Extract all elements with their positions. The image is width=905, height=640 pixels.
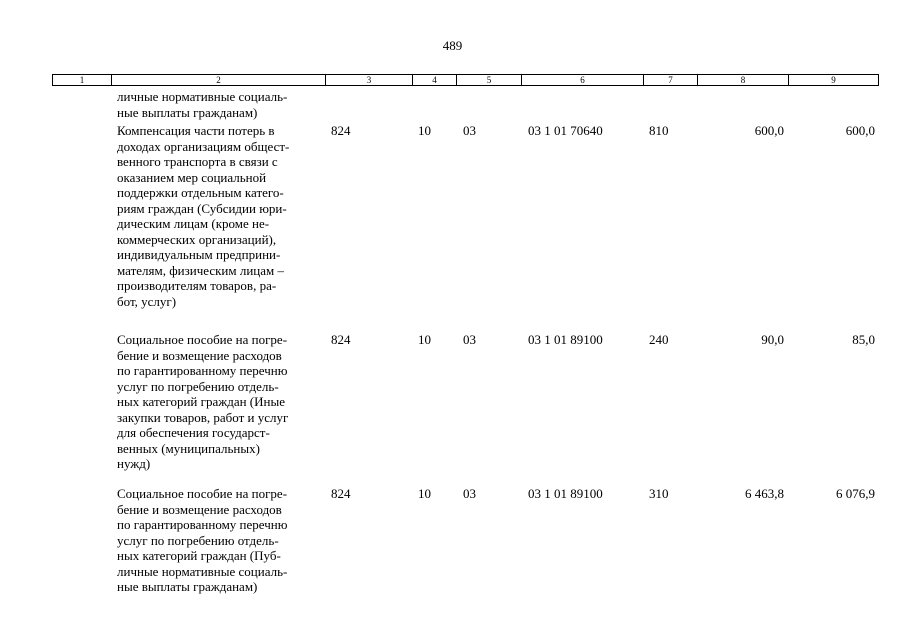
- section-code: 10: [418, 332, 431, 347]
- header-col-2: 2: [112, 75, 326, 85]
- description-line: бение и возмещение расходов: [117, 501, 282, 517]
- description-line: закупки товаров, работ и услуг: [117, 409, 289, 425]
- subsection-code: 03: [463, 123, 476, 138]
- target-article-code: 03 1 01 89100: [528, 486, 603, 501]
- subsection-code: 03: [463, 486, 476, 501]
- header-col-3: 3: [326, 75, 413, 85]
- expense-type-code: 310: [649, 486, 669, 501]
- amount-col-9: 6 076,9: [836, 486, 875, 501]
- amount-col-8: 600,0: [754, 123, 784, 138]
- description-line: личные нормативные социаль-: [117, 89, 288, 104]
- continuation-description: [117, 89, 332, 120]
- ministry-code: 824: [331, 486, 351, 501]
- description-line: доходах организациям общест-: [117, 138, 290, 154]
- row-description: [117, 123, 332, 309]
- description-line: поддержки отдельным катего-: [117, 185, 284, 200]
- section-code: 10: [418, 123, 431, 138]
- row-description: [117, 486, 332, 595]
- ministry-code: 824: [331, 123, 351, 138]
- amount-col-8: 6 463,8: [745, 486, 784, 501]
- target-article-code: 03 1 01 89100: [528, 332, 603, 347]
- description-line: венных (муниципальных): [117, 440, 260, 456]
- description-line: коммерческих организаций),: [117, 231, 277, 247]
- description-line: венного транспорта в связи с: [117, 154, 278, 169]
- description-line: ных категорий граждан (Пуб-: [117, 548, 281, 563]
- description-line: бот, услуг): [117, 293, 177, 309]
- expense-type-code: 240: [649, 332, 669, 347]
- header-col-6: 6: [522, 75, 644, 85]
- row-description: [117, 332, 332, 472]
- table-header-row: [52, 74, 879, 86]
- subsection-code: 03: [463, 332, 476, 347]
- description-line: личные нормативные социаль-: [117, 563, 288, 579]
- description-line: для обеспечения государст-: [117, 425, 270, 440]
- description-line: услуг по погребению отдель-: [117, 378, 279, 394]
- description-line: Социальное пособие на погре-: [117, 486, 288, 501]
- target-article-code: 03 1 01 70640: [528, 123, 603, 138]
- header-col-7: 7: [644, 75, 698, 85]
- page-number: 489: [442, 38, 463, 53]
- description-line: оказанием мер социальной: [117, 169, 267, 185]
- section-code: 10: [418, 486, 431, 501]
- header-col-1: 1: [53, 75, 112, 85]
- description-line: риям граждан (Субсидии юри-: [117, 200, 287, 216]
- description-line: ные выплаты гражданам): [117, 579, 258, 594]
- header-col-8: 8: [698, 75, 789, 85]
- expense-type-code: 810: [649, 123, 669, 138]
- description-line: ные выплаты гражданам): [117, 104, 258, 120]
- ministry-code: 824: [331, 332, 351, 347]
- amount-col-8: 90,0: [761, 332, 784, 347]
- description-line: Социальное пособие на погре-: [117, 332, 288, 347]
- description-line: бение и возмещение расходов: [117, 347, 282, 363]
- description-line: дическим лицам (кроме не-: [117, 216, 270, 231]
- description-line: Компенсация части потерь в: [117, 123, 275, 138]
- header-col-5: 5: [457, 75, 522, 85]
- description-line: по гарантированному перечню: [117, 363, 288, 378]
- description-line: мателям, физическим лицам –: [117, 262, 284, 278]
- description-line: услуг по погребению отдель-: [117, 532, 279, 548]
- description-line: ных категорий граждан (Иные: [117, 394, 285, 409]
- header-col-4: 4: [413, 75, 457, 85]
- header-col-9: 9: [831, 75, 836, 85]
- amount-col-9: 85,0: [852, 332, 875, 347]
- description-line: по гарантированному перечню: [117, 517, 288, 532]
- description-line: производителям товаров, ра-: [117, 278, 277, 293]
- description-line: индивидуальным предприни-: [117, 247, 281, 262]
- description-line: нужд): [117, 456, 151, 471]
- amount-col-9: 600,0: [845, 123, 875, 138]
